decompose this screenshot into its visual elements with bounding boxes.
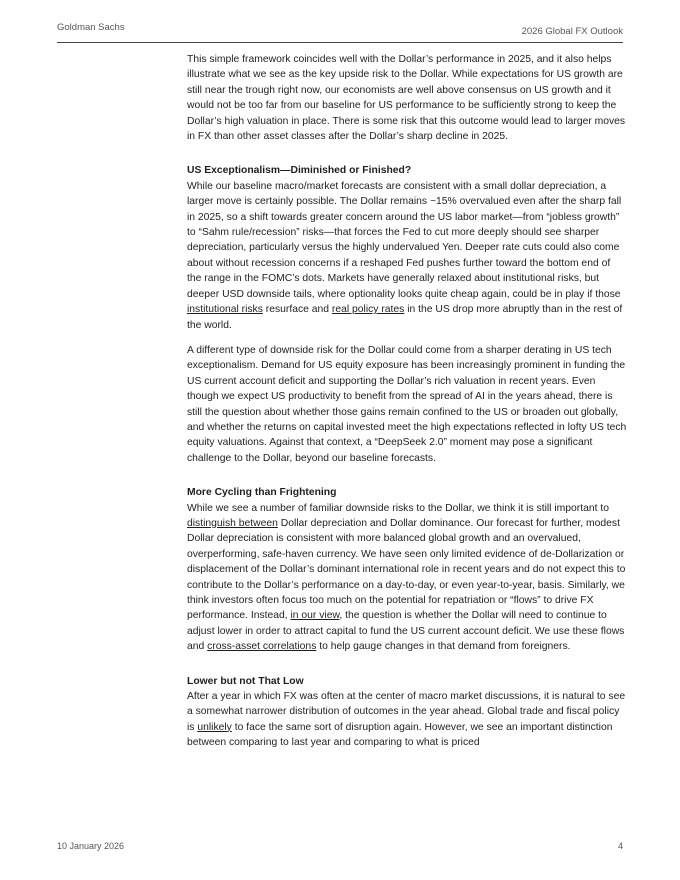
paragraph-us-exceptionalism-2: A different type of downside risk for the Dollar could come from a sharper derating in US tech exceptionalism. Demand for US equity exposure has been increasingly prominent in funding the US current account deficit and supporting the Dollar’s rich valuation in recent years. Even though we expect US productivity to benefit from the spread of AI in the years ahead, there is still the question about whether those gains remain confined to the US or broaden out globally, and whether the returns on capital invested meet the high expectations reflected in lofty US tech equity valuations. Against that context, a “DeepSeek 2.0” moment may pose a significant challenge to the Dollar, beyond our baseline forecasts. [187,344,627,464]
paragraph-us-exceptionalism-1: While our baseline macro/market forecasts are consistent with a small dollar depreciation, a larger move is certainly possible. The Dollar remains ~15% overvalued even after the sharp fall in 2025, so a shift towards greater concern around the US labor market—from “jobless growth” to “Sahm rule/recession” risks—that forces the Fed to cut more deeply should see sharper depreciation, particularly versus the highly undervalued Yen. Deeper rate cuts could also come about without recession concerns if a reshaped Fed pushes further toward the bottom end of the range in the FOMC’s dots. Markets have generally relaxed about institutional risks, but deeper USD downside tails, where optionality looks quite cheap again, could be in play if those institutional risks resurface and real policy rates in the US drop more abruptly than in the rest of the world. [187,180,623,331]
section-heading-lower-but-not-that-low: Lower but not That Low [187,675,304,687]
paragraph-more-cycling: While we see a number of familiar downside risks to the Dollar, we think it is still important to distinguish between Dollar depreciation and Dollar dominance. Our forecast for further, modest Dollar depreciation is consistent with more balanced global growth and an overvalued, overperforming, safe-haven currency. We have seen only limited evidence of de-Dollarization or displacement of the Dollar’s dominant international role in recent years and do not expect this to contribute to the Dollar’s performance on a day-to-day, or even year-to-year, basis. Similarly, we think investors often focus too much on the potential for repatriation or “flows” to drive FX performance. Instead, in our view, the question is whether the Dollar will need to continue to adjust lower in order to attract capital to fund the US current account deficit. We use these flows and cross-asset correlations to help gauge changes in that demand from foreigners. [187,502,626,653]
page-number: 4 [617,841,623,851]
paragraph-lower-but-not-that-low: After a year in which FX was often at the center of macro market discussions, it is natural to see a somewhat narrower distribution of outcomes in the year ahead. Global trade and fiscal policy is unlikely to face the same sort of disruption again. However, we see an important distinction between comparing to last year and comparing to what is priced [187,691,626,749]
link-distinguish-between[interactable]: distinguish between [187,517,278,529]
brand-name: Goldman Sachs [57,22,125,33]
link-in-our-view[interactable]: in our view [290,610,340,622]
link-real-policy-rates[interactable]: real policy rates [331,304,405,316]
link-institutional-risks[interactable]: institutional risks [187,304,263,316]
page-header [57,22,623,43]
report-body [187,52,627,751]
section-heading-us-exceptionalism: US Exceptionalism—Diminished or Finished? [187,165,412,177]
intro-paragraph: This simple framework coincides well with the Dollar’s performance in 2025, and it also helps illustrate what we see as the key upside risk to the Dollar. While expectations for US growth are still near the trough right now, our economists are well above consensus on US growth and it would not be too far from our baseline for US performance to be sufficiently strong to keep the Dollar’s high valuation in place. There is some risk that this outcome would lead to larger moves in FX than other asset classes after the Dollar’s sharp decline in 2025. [187,54,626,143]
publication-date: 10 January 2026 [57,841,125,851]
link-cross-asset-correlations[interactable]: cross-asset correlations [207,641,317,653]
report-title: 2026 Global FX Outlook [521,26,623,37]
section-heading-more-cycling: More Cycling than Frightening [187,487,337,499]
link-unlikely[interactable]: unlikely [197,721,232,733]
